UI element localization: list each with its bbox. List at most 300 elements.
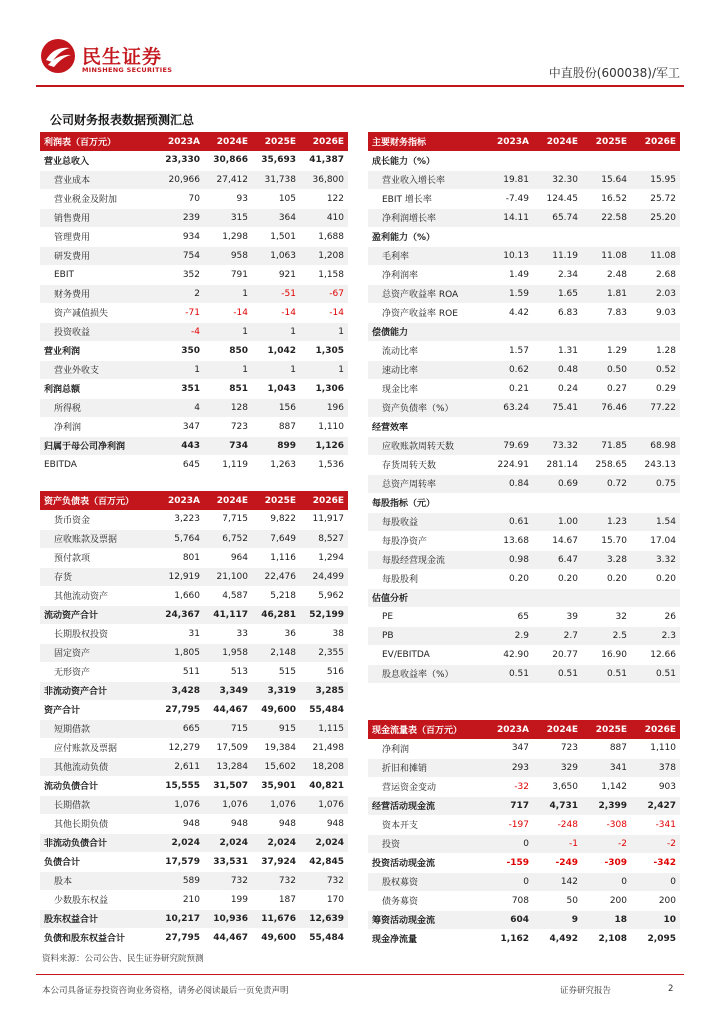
cell-value: 708 bbox=[484, 891, 533, 910]
table-row bbox=[40, 265, 348, 284]
cell-value: 224.91 bbox=[484, 455, 533, 474]
cell-value: 732 bbox=[300, 871, 348, 890]
cell-value: 31,738 bbox=[252, 170, 300, 189]
cell-value: 17,579 bbox=[156, 852, 204, 871]
row-label: 少数股东权益 bbox=[40, 890, 156, 909]
cell-value: 0.75 bbox=[631, 474, 680, 493]
cell-value: 27,795 bbox=[156, 700, 204, 719]
cell-value: 2.5 bbox=[582, 626, 631, 645]
stock-title: 中直股份(600038)/军工 bbox=[548, 66, 680, 80]
year-header: 2023A bbox=[484, 720, 533, 739]
cell-value: 25.20 bbox=[631, 208, 680, 227]
cell-value: 1,660 bbox=[156, 586, 204, 605]
table-row bbox=[368, 929, 680, 948]
row-label: 净资产收益率 ROE bbox=[368, 303, 484, 322]
row-label: 资产减值损失 bbox=[40, 303, 156, 322]
cell-value: 3.28 bbox=[582, 550, 631, 569]
cell-value: 3.32 bbox=[631, 550, 680, 569]
cell-value: 850 bbox=[204, 341, 252, 360]
cell-value: 12.66 bbox=[631, 645, 680, 664]
table-title: 现金流量表（百万元） bbox=[368, 720, 484, 739]
cell-value bbox=[533, 227, 582, 246]
year-header: 2023A bbox=[156, 132, 204, 151]
row-label: 股东权益合计 bbox=[40, 909, 156, 928]
cell-value: 10 bbox=[631, 910, 680, 929]
table-row bbox=[368, 853, 680, 872]
table-row bbox=[40, 757, 348, 776]
cell-value bbox=[631, 227, 680, 246]
table-row bbox=[40, 529, 348, 548]
table-row bbox=[40, 567, 348, 586]
minsheng-logo-icon bbox=[40, 38, 76, 74]
table-row bbox=[368, 664, 680, 683]
cell-value bbox=[533, 151, 582, 170]
table-row bbox=[40, 284, 348, 303]
table-header-row bbox=[40, 132, 348, 151]
cell-value: 1 bbox=[300, 360, 348, 379]
table-row bbox=[40, 605, 348, 624]
table-row bbox=[368, 303, 680, 322]
cell-value: 2.3 bbox=[631, 626, 680, 645]
cell-value: 11.19 bbox=[533, 246, 582, 265]
row-label: 营业成本 bbox=[40, 170, 156, 189]
row-label: 营运资金变动 bbox=[368, 777, 484, 796]
cell-value: 1,294 bbox=[300, 548, 348, 567]
row-label: 无形资产 bbox=[40, 662, 156, 681]
row-label: 每股净资产 bbox=[368, 531, 484, 550]
row-label: 股本 bbox=[40, 871, 156, 890]
row-label: 资产合计 bbox=[40, 700, 156, 719]
row-label: PE bbox=[368, 607, 484, 626]
cell-value: 258.65 bbox=[582, 455, 631, 474]
table-row bbox=[40, 795, 348, 814]
year-header: 2024E bbox=[533, 720, 582, 739]
cell-value: 7,649 bbox=[252, 529, 300, 548]
cell-value: -14 bbox=[252, 303, 300, 322]
cell-value: 2,024 bbox=[204, 833, 252, 852]
table-title: 主要财务指标 bbox=[368, 132, 484, 151]
cell-value: 170 bbox=[300, 890, 348, 909]
cell-value: 33,531 bbox=[204, 852, 252, 871]
cell-value: 1 bbox=[252, 360, 300, 379]
cell-value: 71.85 bbox=[582, 436, 631, 455]
cell-value: 49,600 bbox=[252, 928, 300, 947]
cell-value: 1,116 bbox=[252, 548, 300, 567]
cell-value: 350 bbox=[156, 341, 204, 360]
cell-value: -14 bbox=[300, 303, 348, 322]
cell-value: 14.67 bbox=[533, 531, 582, 550]
table-row bbox=[40, 852, 348, 871]
table-row bbox=[40, 398, 348, 417]
cell-value: 55,484 bbox=[300, 928, 348, 947]
cell-value: -51 bbox=[252, 284, 300, 303]
cell-value: 27,795 bbox=[156, 928, 204, 947]
cell-value: 0 bbox=[631, 872, 680, 891]
cell-value: 851 bbox=[204, 379, 252, 398]
cell-value: 105 bbox=[252, 189, 300, 208]
cell-value: 2.48 bbox=[582, 265, 631, 284]
brand-name: 民生证券 bbox=[82, 46, 163, 68]
table-row bbox=[368, 758, 680, 777]
cell-value: 0.98 bbox=[484, 550, 533, 569]
table-header-row bbox=[40, 491, 348, 510]
cell-value bbox=[582, 322, 631, 341]
cell-value: 1,076 bbox=[300, 795, 348, 814]
cell-value: 5,962 bbox=[300, 586, 348, 605]
row-label: 营业总收入 bbox=[40, 151, 156, 170]
cell-value: 38 bbox=[300, 624, 348, 643]
cell-value: -342 bbox=[631, 853, 680, 872]
table-row bbox=[40, 928, 348, 947]
cell-value: 77.22 bbox=[631, 398, 680, 417]
cell-value: -308 bbox=[582, 815, 631, 834]
table-title: 利润表（百万元） bbox=[40, 132, 156, 151]
row-label: 每股收益 bbox=[368, 512, 484, 531]
cell-value: 15.64 bbox=[582, 170, 631, 189]
table-row bbox=[40, 189, 348, 208]
page-header bbox=[0, 0, 724, 95]
cell-value: 0 bbox=[582, 872, 631, 891]
cell-value: 1 bbox=[156, 360, 204, 379]
cell-value: 717 bbox=[484, 796, 533, 815]
row-label: 总资产收益率 ROA bbox=[368, 284, 484, 303]
cell-value: 1,208 bbox=[300, 246, 348, 265]
table-row bbox=[40, 624, 348, 643]
cell-value bbox=[631, 588, 680, 607]
cell-value: 52,199 bbox=[300, 605, 348, 624]
cell-value: 73.32 bbox=[533, 436, 582, 455]
table-row bbox=[368, 379, 680, 398]
cell-value: 13.68 bbox=[484, 531, 533, 550]
cell-value: 1,142 bbox=[582, 777, 631, 796]
cell-value bbox=[582, 493, 631, 512]
cell-value: -2 bbox=[582, 834, 631, 853]
cell-value: 1,063 bbox=[252, 246, 300, 265]
cell-value: 68.98 bbox=[631, 436, 680, 455]
cell-value: 11.08 bbox=[582, 246, 631, 265]
cell-value: 1.31 bbox=[533, 341, 582, 360]
table-row bbox=[368, 265, 680, 284]
row-label: EBIT bbox=[40, 265, 156, 284]
data-source-note: 资料来源：公司公告、民生证券研究院预测 bbox=[42, 954, 204, 964]
cell-value bbox=[484, 493, 533, 512]
cell-value: 1.49 bbox=[484, 265, 533, 284]
table-row bbox=[368, 569, 680, 588]
cell-value: 27,412 bbox=[204, 170, 252, 189]
cell-value: 3,223 bbox=[156, 510, 204, 529]
cell-value: 1,110 bbox=[631, 739, 680, 758]
row-label: 流动资产合计 bbox=[40, 605, 156, 624]
cell-value: 1,110 bbox=[300, 417, 348, 436]
cell-value: 44,467 bbox=[204, 700, 252, 719]
row-label: EBITDA bbox=[40, 455, 156, 474]
cell-value: 0.27 bbox=[582, 379, 631, 398]
table-title: 资产负债表（百万元） bbox=[40, 491, 156, 510]
cell-value: 0.52 bbox=[631, 360, 680, 379]
cell-value: 410 bbox=[300, 208, 348, 227]
cell-value: 5,764 bbox=[156, 529, 204, 548]
row-label: PB bbox=[368, 626, 484, 645]
table-row bbox=[40, 586, 348, 605]
cell-value: 732 bbox=[204, 871, 252, 890]
cell-value: 958 bbox=[204, 246, 252, 265]
cell-value: 723 bbox=[533, 739, 582, 758]
cell-value: 10.13 bbox=[484, 246, 533, 265]
cell-value bbox=[631, 322, 680, 341]
cell-value: 2,024 bbox=[252, 833, 300, 852]
cell-value: 6.47 bbox=[533, 550, 582, 569]
cell-value: 341 bbox=[582, 758, 631, 777]
cell-value: 964 bbox=[204, 548, 252, 567]
table-row bbox=[368, 360, 680, 379]
row-label: 预付款项 bbox=[40, 548, 156, 567]
brand-name-english: MINSHENG SECURITIES bbox=[82, 66, 173, 74]
cell-value: 200 bbox=[582, 891, 631, 910]
cell-value: 0.50 bbox=[582, 360, 631, 379]
cash-flow-table bbox=[368, 720, 680, 949]
cell-value: 239 bbox=[156, 208, 204, 227]
row-label: 存货周转天数 bbox=[368, 455, 484, 474]
row-label: 成长能力（%） bbox=[368, 151, 484, 170]
cell-value: 12,919 bbox=[156, 567, 204, 586]
table-row bbox=[40, 151, 348, 170]
cell-value: -1 bbox=[533, 834, 582, 853]
table-row bbox=[368, 531, 680, 550]
cell-value: 0.20 bbox=[631, 569, 680, 588]
table-row bbox=[368, 891, 680, 910]
cell-value: 734 bbox=[204, 436, 252, 455]
row-label: 非流动负债合计 bbox=[40, 833, 156, 852]
row-label: 每股股利 bbox=[368, 569, 484, 588]
cell-value: 948 bbox=[252, 814, 300, 833]
cell-value: 37,924 bbox=[252, 852, 300, 871]
cell-value: 4,731 bbox=[533, 796, 582, 815]
cell-value: 8,527 bbox=[300, 529, 348, 548]
cell-value: 0.51 bbox=[582, 664, 631, 683]
cell-value: 2,024 bbox=[300, 833, 348, 852]
cell-value: 791 bbox=[204, 265, 252, 284]
table-row bbox=[368, 189, 680, 208]
row-label: 毛利率 bbox=[368, 246, 484, 265]
cell-value: 35,693 bbox=[252, 151, 300, 170]
cell-value: 645 bbox=[156, 455, 204, 474]
cell-value: 1,042 bbox=[252, 341, 300, 360]
row-label: 固定资产 bbox=[40, 643, 156, 662]
cell-value: 0.20 bbox=[533, 569, 582, 588]
year-header: 2024E bbox=[204, 132, 252, 151]
cell-value: 0.51 bbox=[484, 664, 533, 683]
year-header: 2023A bbox=[484, 132, 533, 151]
cell-value: 604 bbox=[484, 910, 533, 929]
cell-value: 21,100 bbox=[204, 567, 252, 586]
cell-value bbox=[484, 322, 533, 341]
cell-value: 30,866 bbox=[204, 151, 252, 170]
cell-value: 17,509 bbox=[204, 738, 252, 757]
cell-value: 2,148 bbox=[252, 643, 300, 662]
cell-value: 2,399 bbox=[582, 796, 631, 815]
cell-value: 4,492 bbox=[533, 929, 582, 948]
cell-value: 39 bbox=[533, 607, 582, 626]
cell-value: 1,076 bbox=[156, 795, 204, 814]
row-label: 速动比率 bbox=[368, 360, 484, 379]
cell-value: 15.95 bbox=[631, 170, 680, 189]
cell-value: 196 bbox=[300, 398, 348, 417]
row-label: 短期借款 bbox=[40, 719, 156, 738]
cell-value: 516 bbox=[300, 662, 348, 681]
cell-value: 22,476 bbox=[252, 567, 300, 586]
table-row bbox=[40, 719, 348, 738]
table-header-row bbox=[368, 720, 680, 739]
cell-value: 12,279 bbox=[156, 738, 204, 757]
cell-value: 76.46 bbox=[582, 398, 631, 417]
row-label: EV/EBITDA bbox=[368, 645, 484, 664]
row-label: 投资 bbox=[368, 834, 484, 853]
table-row bbox=[368, 284, 680, 303]
cell-value: 948 bbox=[156, 814, 204, 833]
cell-value: 187 bbox=[252, 890, 300, 909]
cell-value: 0.51 bbox=[533, 664, 582, 683]
cell-value: 3,650 bbox=[533, 777, 582, 796]
footer-divider bbox=[36, 974, 684, 975]
row-label: 股权募资 bbox=[368, 872, 484, 891]
table-row bbox=[40, 208, 348, 227]
cell-value: 75.41 bbox=[533, 398, 582, 417]
cell-value bbox=[631, 151, 680, 170]
table-row bbox=[40, 246, 348, 265]
row-label: 偿债能力 bbox=[368, 322, 484, 341]
table-row bbox=[368, 417, 680, 436]
table-row bbox=[40, 227, 348, 246]
row-label: 每股指标（元） bbox=[368, 493, 484, 512]
cell-value: 0.51 bbox=[631, 664, 680, 683]
cell-value: 42.90 bbox=[484, 645, 533, 664]
cell-value: 1.23 bbox=[582, 512, 631, 531]
cell-value: 16.52 bbox=[582, 189, 631, 208]
row-label: 利润总额 bbox=[40, 379, 156, 398]
cell-value: 903 bbox=[631, 777, 680, 796]
cell-value: 2.03 bbox=[631, 284, 680, 303]
table-row bbox=[40, 776, 348, 795]
table-row bbox=[368, 834, 680, 853]
cell-value: 347 bbox=[484, 739, 533, 758]
year-header: 2026E bbox=[631, 132, 680, 151]
row-label: 债务募资 bbox=[368, 891, 484, 910]
cell-value: 1,805 bbox=[156, 643, 204, 662]
cell-value: 1,958 bbox=[204, 643, 252, 662]
cell-value: 0.24 bbox=[533, 379, 582, 398]
cell-value: 0.84 bbox=[484, 474, 533, 493]
cell-value: 9.03 bbox=[631, 303, 680, 322]
cell-value: -14 bbox=[204, 303, 252, 322]
cell-value: -159 bbox=[484, 853, 533, 872]
cell-value: 79.69 bbox=[484, 436, 533, 455]
table-row bbox=[40, 436, 348, 455]
year-header: 2025E bbox=[252, 132, 300, 151]
row-label: 现金比率 bbox=[368, 379, 484, 398]
cell-value: 1.65 bbox=[533, 284, 582, 303]
row-label: 存货 bbox=[40, 567, 156, 586]
cell-value: 31,507 bbox=[204, 776, 252, 795]
row-label: 营业利润 bbox=[40, 341, 156, 360]
cell-value bbox=[631, 417, 680, 436]
table-row bbox=[368, 151, 680, 170]
table-row bbox=[368, 645, 680, 664]
cell-value: 315 bbox=[204, 208, 252, 227]
row-label: 管理费用 bbox=[40, 227, 156, 246]
row-label: 负债和股东权益合计 bbox=[40, 928, 156, 947]
table-row bbox=[40, 417, 348, 436]
row-label: 净利润率 bbox=[368, 265, 484, 284]
cell-value: 24,499 bbox=[300, 567, 348, 586]
cell-value: 1,076 bbox=[252, 795, 300, 814]
year-header: 2024E bbox=[204, 491, 252, 510]
cell-value bbox=[533, 588, 582, 607]
cell-value: 0.20 bbox=[582, 569, 631, 588]
row-label: 应收账款及票据 bbox=[40, 529, 156, 548]
cell-value: 33 bbox=[204, 624, 252, 643]
cell-value: 1,536 bbox=[300, 455, 348, 474]
cell-value: 515 bbox=[252, 662, 300, 681]
row-label: 归属于母公司净利润 bbox=[40, 436, 156, 455]
row-label: 净利润 bbox=[368, 739, 484, 758]
row-label: 筹资活动现金流 bbox=[368, 910, 484, 929]
cell-value: 36 bbox=[252, 624, 300, 643]
cell-value: 1,126 bbox=[300, 436, 348, 455]
cell-value: 10,936 bbox=[204, 909, 252, 928]
table-row bbox=[368, 474, 680, 493]
cell-value: 1.29 bbox=[582, 341, 631, 360]
cell-value: 589 bbox=[156, 871, 204, 890]
year-header: 2026E bbox=[631, 720, 680, 739]
row-label: 其他长期负债 bbox=[40, 814, 156, 833]
cell-value: 715 bbox=[204, 719, 252, 738]
cell-value: 2,108 bbox=[582, 929, 631, 948]
cell-value: 9,822 bbox=[252, 510, 300, 529]
page-number: 2 bbox=[668, 984, 674, 994]
table-row bbox=[40, 379, 348, 398]
footer-report-type: 证券研究报告 bbox=[560, 986, 612, 996]
row-label: 每股经营现金流 bbox=[368, 550, 484, 569]
row-label: 盈利能力（%） bbox=[368, 227, 484, 246]
cell-value: 754 bbox=[156, 246, 204, 265]
table-row bbox=[40, 455, 348, 474]
cell-value bbox=[582, 588, 631, 607]
cell-value: 16.90 bbox=[582, 645, 631, 664]
cell-value: 0.29 bbox=[631, 379, 680, 398]
cell-value: 17.04 bbox=[631, 531, 680, 550]
table-row bbox=[368, 341, 680, 360]
cell-value: 41,387 bbox=[300, 151, 348, 170]
cell-value: 210 bbox=[156, 890, 204, 909]
cell-value: 3,319 bbox=[252, 681, 300, 700]
cell-value: 50 bbox=[533, 891, 582, 910]
cell-value: 199 bbox=[204, 890, 252, 909]
table-row bbox=[40, 909, 348, 928]
cell-value: 46,281 bbox=[252, 605, 300, 624]
cell-value: -248 bbox=[533, 815, 582, 834]
cell-value: 2,095 bbox=[631, 929, 680, 948]
cell-value: 55,484 bbox=[300, 700, 348, 719]
table-row bbox=[368, 436, 680, 455]
cell-value: 364 bbox=[252, 208, 300, 227]
cell-value: 19.81 bbox=[484, 170, 533, 189]
cell-value: 2.9 bbox=[484, 626, 533, 645]
table-row bbox=[40, 322, 348, 341]
financial-ratios-table bbox=[368, 132, 680, 684]
table-row bbox=[368, 208, 680, 227]
table-row bbox=[368, 322, 680, 341]
row-label: 非流动资产合计 bbox=[40, 681, 156, 700]
